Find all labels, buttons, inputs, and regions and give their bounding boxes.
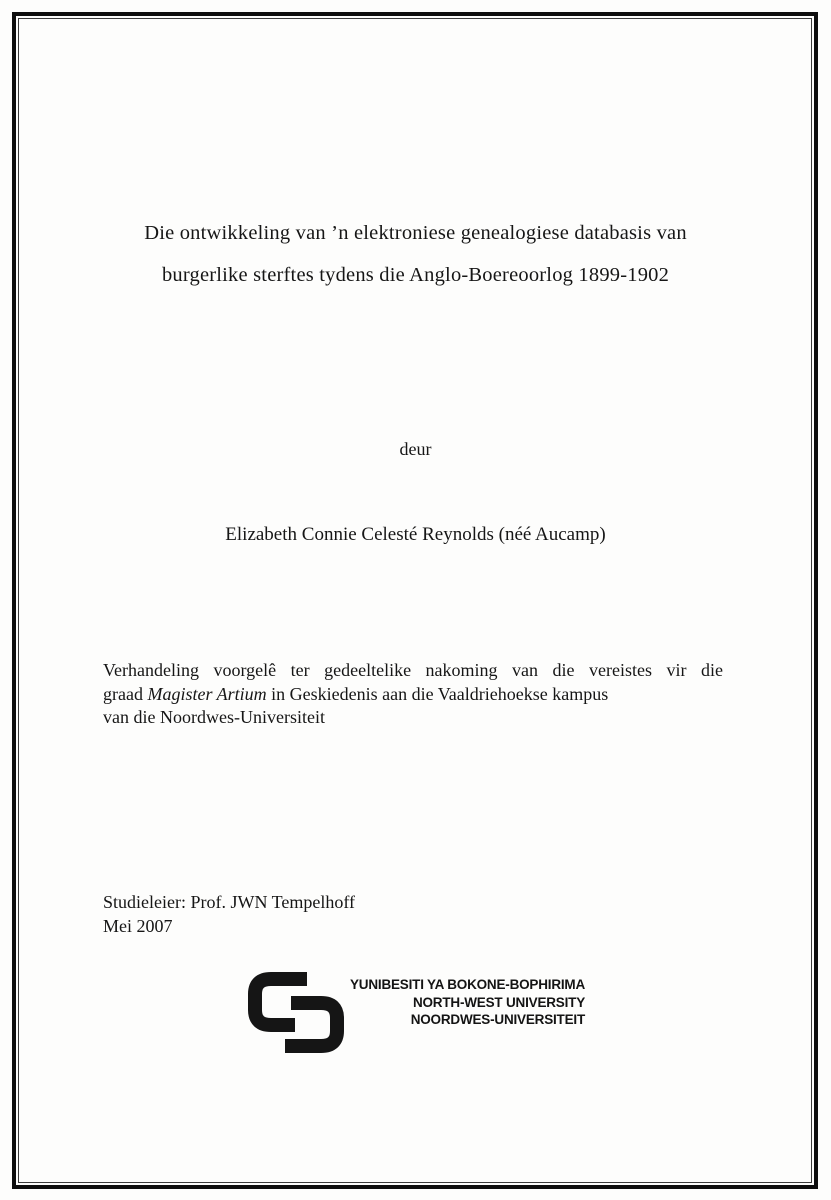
submission-line-1: Verhandeling voorgelê ter gedeeltelike nakoming van die vereistes vir die (103, 660, 723, 680)
degree-name: Magister Artium (147, 683, 267, 704)
submission-line-2-prefix: graad (103, 683, 148, 704)
logo-line-setswana: YUNIBESITI YA BOKONE-BOPHIRIMA (349, 977, 586, 992)
nwu-interlocked-links-icon (246, 969, 346, 1055)
submission-statement (103, 659, 723, 730)
thesis-title-line-2: burgerlike sterftes tydens die Anglo-Boereoorlog 1899-1902 (161, 264, 670, 286)
author-name: Elizabeth Connie Celesté Reynolds (néé Aucamp) (225, 524, 606, 545)
nwu-logo-wordmark (350, 976, 585, 1029)
logo-line-english: NORTH-WEST UNIVERSITY (412, 994, 586, 1010)
submission-line-2-suffix: in Geskiedenis aan die Vaaldriehoekse kampus (266, 683, 609, 704)
thesis-title (0, 212, 831, 296)
submission-line-2 (103, 683, 723, 707)
nwu-logo (0, 969, 831, 1055)
supervisor-line: Studieleier: Prof. JWN Tempelhoff (103, 892, 356, 912)
submission-line-3: van die Noordwes-Universiteit (103, 707, 325, 727)
date-line: Mei 2007 (103, 916, 173, 936)
thesis-title-line-1: Die ontwikkeling van ’n elektroniese genealogiese databasis van (144, 222, 687, 244)
byline-label: deur (399, 439, 432, 459)
logo-line-afrikaans: NOORDWES-UNIVERSITEIT (410, 1012, 586, 1027)
